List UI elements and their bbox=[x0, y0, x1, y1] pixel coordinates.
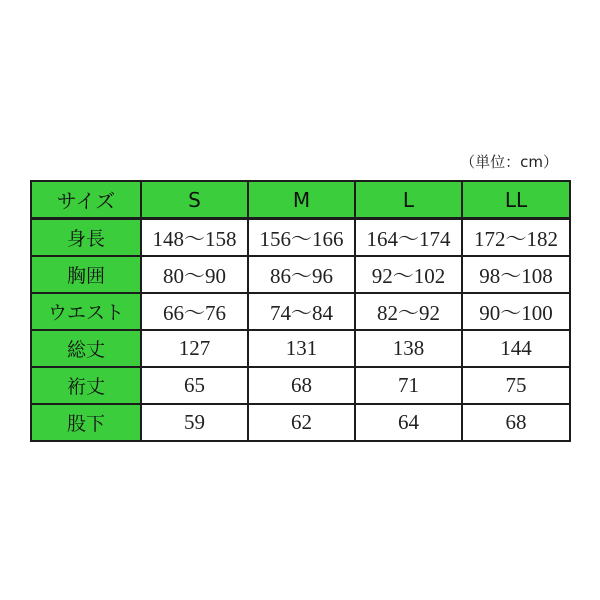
size-chart-table bbox=[30, 180, 571, 442]
row-label-cell: 裄丈 bbox=[31, 367, 141, 404]
table-row-height bbox=[31, 219, 570, 257]
value-cell: 65 bbox=[141, 367, 248, 404]
value-cell: 92～102 bbox=[355, 256, 462, 293]
row-label-cell: 総丈 bbox=[31, 330, 141, 367]
header-cell-m: M bbox=[248, 181, 355, 219]
value-cell: 98～108 bbox=[462, 256, 570, 293]
value-cell: 144 bbox=[462, 330, 570, 367]
row-label-cell: ウエスト bbox=[31, 293, 141, 330]
value-cell: 131 bbox=[248, 330, 355, 367]
value-cell: 74～84 bbox=[248, 293, 355, 330]
table-row-chest bbox=[31, 256, 570, 293]
row-label-cell: 胸囲 bbox=[31, 256, 141, 293]
header-cell-ll: LL bbox=[462, 181, 570, 219]
value-cell: 62 bbox=[248, 404, 355, 441]
row-label-cell: 身長 bbox=[31, 219, 141, 257]
value-cell: 64 bbox=[355, 404, 462, 441]
value-cell: 86～96 bbox=[248, 256, 355, 293]
unit-note: （単位：cm） bbox=[460, 153, 558, 171]
table-header-row bbox=[31, 181, 570, 219]
value-cell: 138 bbox=[355, 330, 462, 367]
value-cell: 156～166 bbox=[248, 219, 355, 257]
value-cell: 82～92 bbox=[355, 293, 462, 330]
value-cell: 90～100 bbox=[462, 293, 570, 330]
value-cell: 127 bbox=[141, 330, 248, 367]
value-cell: 68 bbox=[248, 367, 355, 404]
value-cell: 71 bbox=[355, 367, 462, 404]
header-cell-size: サイズ bbox=[31, 181, 141, 219]
value-cell: 80～90 bbox=[141, 256, 248, 293]
table-row-inseam bbox=[31, 404, 570, 441]
table-row-waist bbox=[31, 293, 570, 330]
value-cell: 164～174 bbox=[355, 219, 462, 257]
value-cell: 148～158 bbox=[141, 219, 248, 257]
header-cell-l: L bbox=[355, 181, 462, 219]
header-cell-s: S bbox=[141, 181, 248, 219]
value-cell: 59 bbox=[141, 404, 248, 441]
row-label-cell: 股下 bbox=[31, 404, 141, 441]
table-row-total-length bbox=[31, 330, 570, 367]
value-cell: 75 bbox=[462, 367, 570, 404]
value-cell: 172～182 bbox=[462, 219, 570, 257]
value-cell: 68 bbox=[462, 404, 570, 441]
value-cell: 66～76 bbox=[141, 293, 248, 330]
table-row-sleeve-length bbox=[31, 367, 570, 404]
